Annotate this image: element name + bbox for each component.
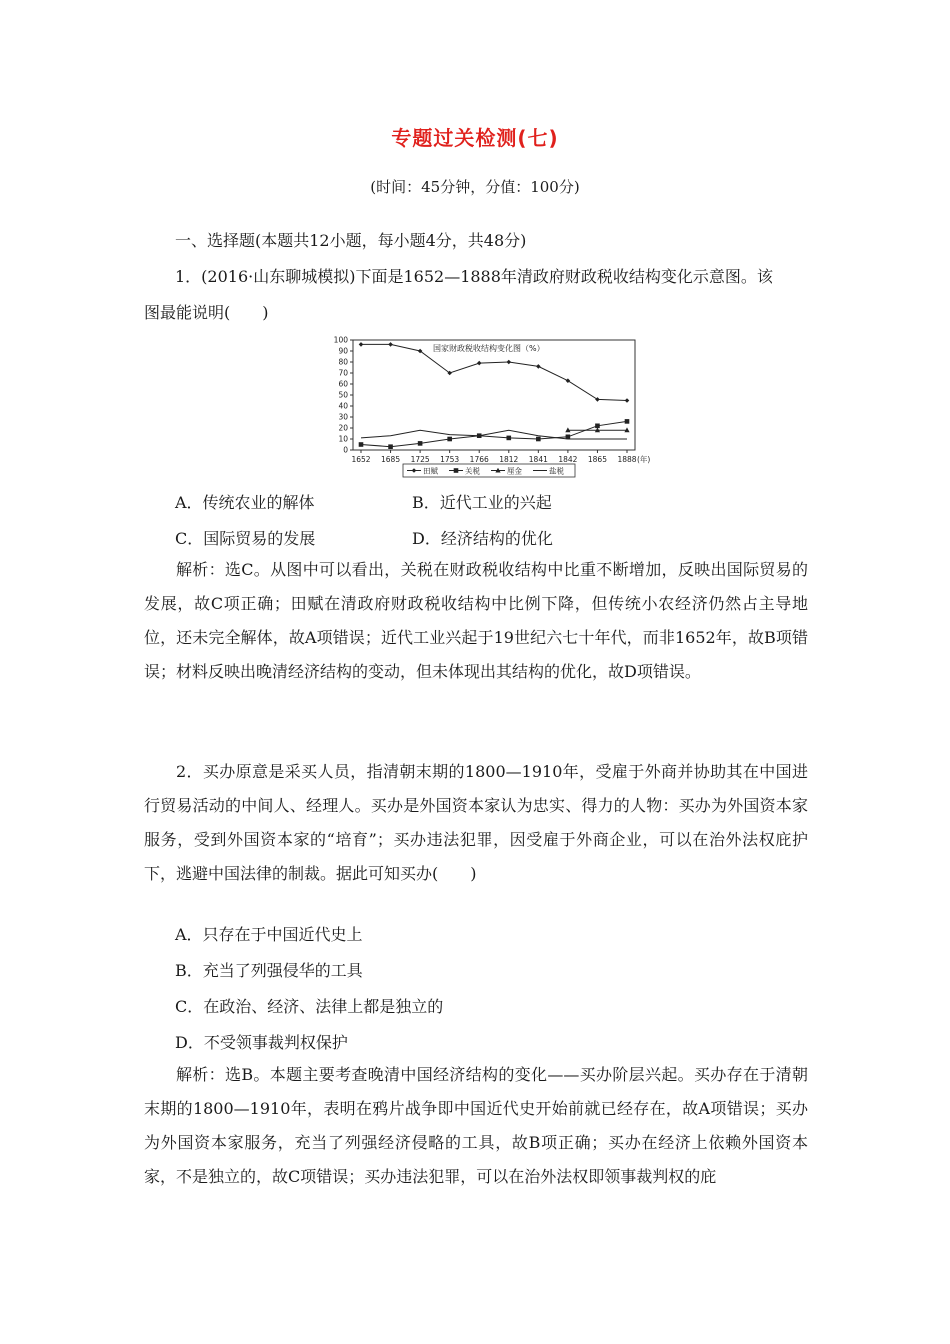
y-tick-label: 30 (338, 412, 348, 422)
series-line-4 (361, 430, 627, 439)
y-tick-label: 50 (338, 390, 348, 400)
q2-option-b: B．充当了列强侵华的工具 (175, 961, 363, 980)
series-1-point (536, 364, 541, 369)
q1-stem-line2: 图最能说明( ) (144, 303, 269, 322)
y-tick-label: 20 (338, 423, 348, 433)
q2-stem-text: 2．买办原意是采买人员，指清朝末期的1800—1910年，受雇于外商并协助其在中国进行贸易活动的中间人、经理人。买办是外国资本家认为忠实、得力的人物：买办为外国资本家服务，受到外国资本家的“培育”；买办违法犯罪，因受雇于外商企业，可以在治外法权庇护下，逃避中国法律的制裁。据此可知买办( ) (144, 762, 808, 883)
q1-analysis-text: 解析：选C。从图中可以看出，关税在财政税收结构中比重不断增加，反映出国际贸易的发展，故C项正确；田赋在清政府财政税收结构中比例下降，但传统小农经济仍然占主导地位，还未完全解体，故A项错误；近代工业兴起于19世纪六七十年代，而非1652年，故B项错误；材料反映出晚清经济结构的变动，但未体现出其结构的优化，故D项错误。 (144, 560, 808, 681)
legend-label: 盐税 (549, 466, 564, 476)
y-tick-label: 80 (338, 357, 348, 367)
exam-info: (时间：45分钟，分值：100分) (370, 178, 580, 196)
chart-svg (325, 334, 661, 486)
y-tick-label: 40 (338, 401, 348, 411)
series-2-point (388, 444, 393, 449)
q2-stem (144, 755, 808, 891)
q2-analysis-text: 解析：选B。本题主要考查晚清中国经济结构的变化——买办阶层兴起。买办存在于清朝末期的1800—1910年，表明在鸦片战争即中国近代史开始前就已经存在，故A项错误；买办为外国资本家服务，充当了列强经济侵略的工具，故B项正确；买办在经济上依赖外国资本家，不是独立的，故C项错误；买办违法犯罪，可以在治外法权即领事裁判权的庇 (144, 1065, 808, 1186)
x-tick-label: 1865 (587, 455, 607, 464)
series-2-point (506, 436, 511, 441)
legend-label: 厘金 (507, 466, 522, 476)
series-2-point (359, 442, 364, 447)
x-tick-label: 1766 (469, 455, 489, 464)
legend-label: 关税 (465, 466, 480, 476)
x-tick-label: 1888 (617, 455, 637, 464)
series-2-point (447, 437, 452, 442)
q1-option-b: B．近代工业的兴起 (412, 493, 552, 512)
series-2-point (418, 441, 423, 446)
x-tick-label: 1841 (528, 455, 548, 464)
series-1-point (359, 342, 364, 347)
q2-option-d: D．不受领事裁判权保护 (175, 1033, 348, 1052)
page-title: 专题过关检测(七) (391, 126, 559, 150)
x-tick-label: 1652 (351, 455, 371, 464)
q1-option-c: C．国际贸易的发展 (175, 529, 316, 548)
series-1-point (388, 342, 393, 347)
section-heading: 一、选择题(本题共12小题，每小题4分，共48分) (175, 231, 527, 250)
x-tick-label: 1753 (440, 455, 460, 464)
y-tick-label: 60 (338, 379, 348, 389)
q2-option-c: C．在政治、经济、法律上都是独立的 (175, 997, 444, 1016)
series-1-point (506, 360, 511, 365)
y-tick-label: 90 (338, 346, 348, 356)
series-1-point (625, 398, 630, 403)
x-tick-label: 1812 (499, 455, 519, 464)
plot-frame (353, 340, 635, 450)
x-unit-label: (年) (637, 455, 651, 464)
y-tick-label: 100 (333, 335, 348, 345)
q1-option-d: D．经济结构的优化 (412, 529, 553, 548)
y-tick-label: 10 (338, 434, 348, 444)
series-2-point (536, 437, 541, 442)
x-tick-label: 1685 (381, 455, 401, 464)
chart-title: 国家财政税收结构变化图（%） (433, 344, 545, 353)
y-tick-label: 70 (338, 368, 348, 378)
q1-analysis (144, 553, 808, 689)
q1-stem-line1: 1．(2016·山东聊城模拟)下面是1652—1888年清政府财政税收结构变化示意图。该 (175, 267, 773, 286)
legend-label: 田赋 (423, 466, 438, 476)
series-1-point (477, 361, 482, 366)
legend-marker (454, 468, 459, 473)
x-tick-label: 1725 (410, 455, 430, 464)
q2-analysis (144, 1058, 808, 1194)
series-2-point (625, 419, 630, 424)
legend-marker (412, 468, 417, 473)
q1-option-a: A．传统农业的解体 (175, 493, 315, 512)
q2-option-a: A．只存在于中国近代史上 (175, 925, 363, 944)
tax-structure-chart (325, 334, 661, 486)
x-tick-label: 1842 (558, 455, 578, 464)
y-tick-label: 0 (343, 445, 348, 455)
